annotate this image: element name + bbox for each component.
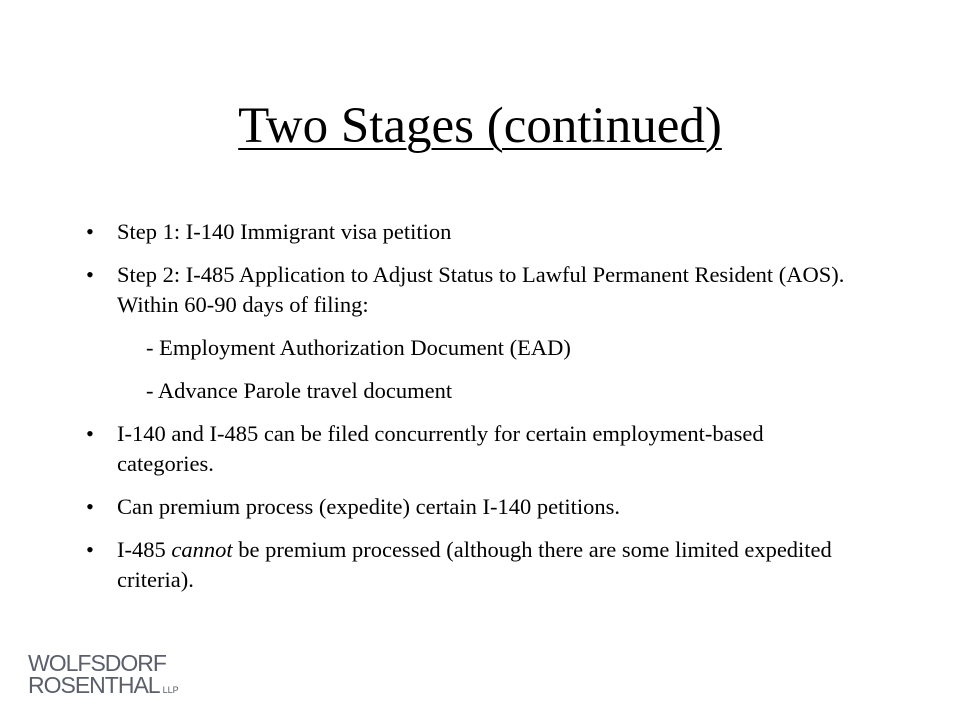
sub-list-item-text: - Employment Authorization Document (EAD): [146, 335, 571, 360]
sub-list-item: [0, 376, 886, 406]
list-item: [0, 260, 862, 320]
bullet-icon: •: [86, 262, 94, 287]
sub-list-item: [0, 333, 886, 363]
list-item-text: Step 2: I-485 Application to Adjust Status to Lawful Permanent Resident (AOS). Within 60-90 days of filing:: [117, 262, 845, 317]
list-item: [0, 217, 862, 247]
bullet-list: [0, 217, 960, 608]
bullet-icon: •: [86, 494, 94, 519]
list-item-text: Can premium process (expedite) certain I-140 petitions.: [117, 494, 620, 519]
logo-suffix: LLP: [162, 685, 179, 695]
list-item: [0, 419, 862, 479]
sub-list-item-text: - Advance Parole travel document: [146, 378, 453, 403]
list-item-text: [117, 537, 832, 592]
list-item-text-after: be premium processed (although there are some limited expedited criteria).: [117, 537, 832, 592]
company-logo: [28, 652, 179, 701]
list-item: [0, 492, 862, 522]
logo-line2: [28, 674, 179, 701]
logo-line2-text: ROSENTHAL: [28, 672, 160, 698]
slide-title: Two Stages (continued): [238, 98, 722, 154]
list-item-text-before: I-485: [117, 537, 172, 562]
list-item: [0, 535, 862, 595]
logo-line1: WOLFSDORF: [28, 650, 166, 676]
bullet-icon: •: [86, 219, 94, 244]
emphasis-text: cannot: [171, 537, 233, 562]
bullet-icon: •: [86, 537, 94, 562]
list-item-text: I-140 and I-485 can be filed concurrently for certain employment-based categories.: [117, 421, 764, 476]
bullet-icon: •: [86, 421, 94, 446]
list-item-text: Step 1: I-140 Immigrant visa petition: [117, 219, 452, 244]
